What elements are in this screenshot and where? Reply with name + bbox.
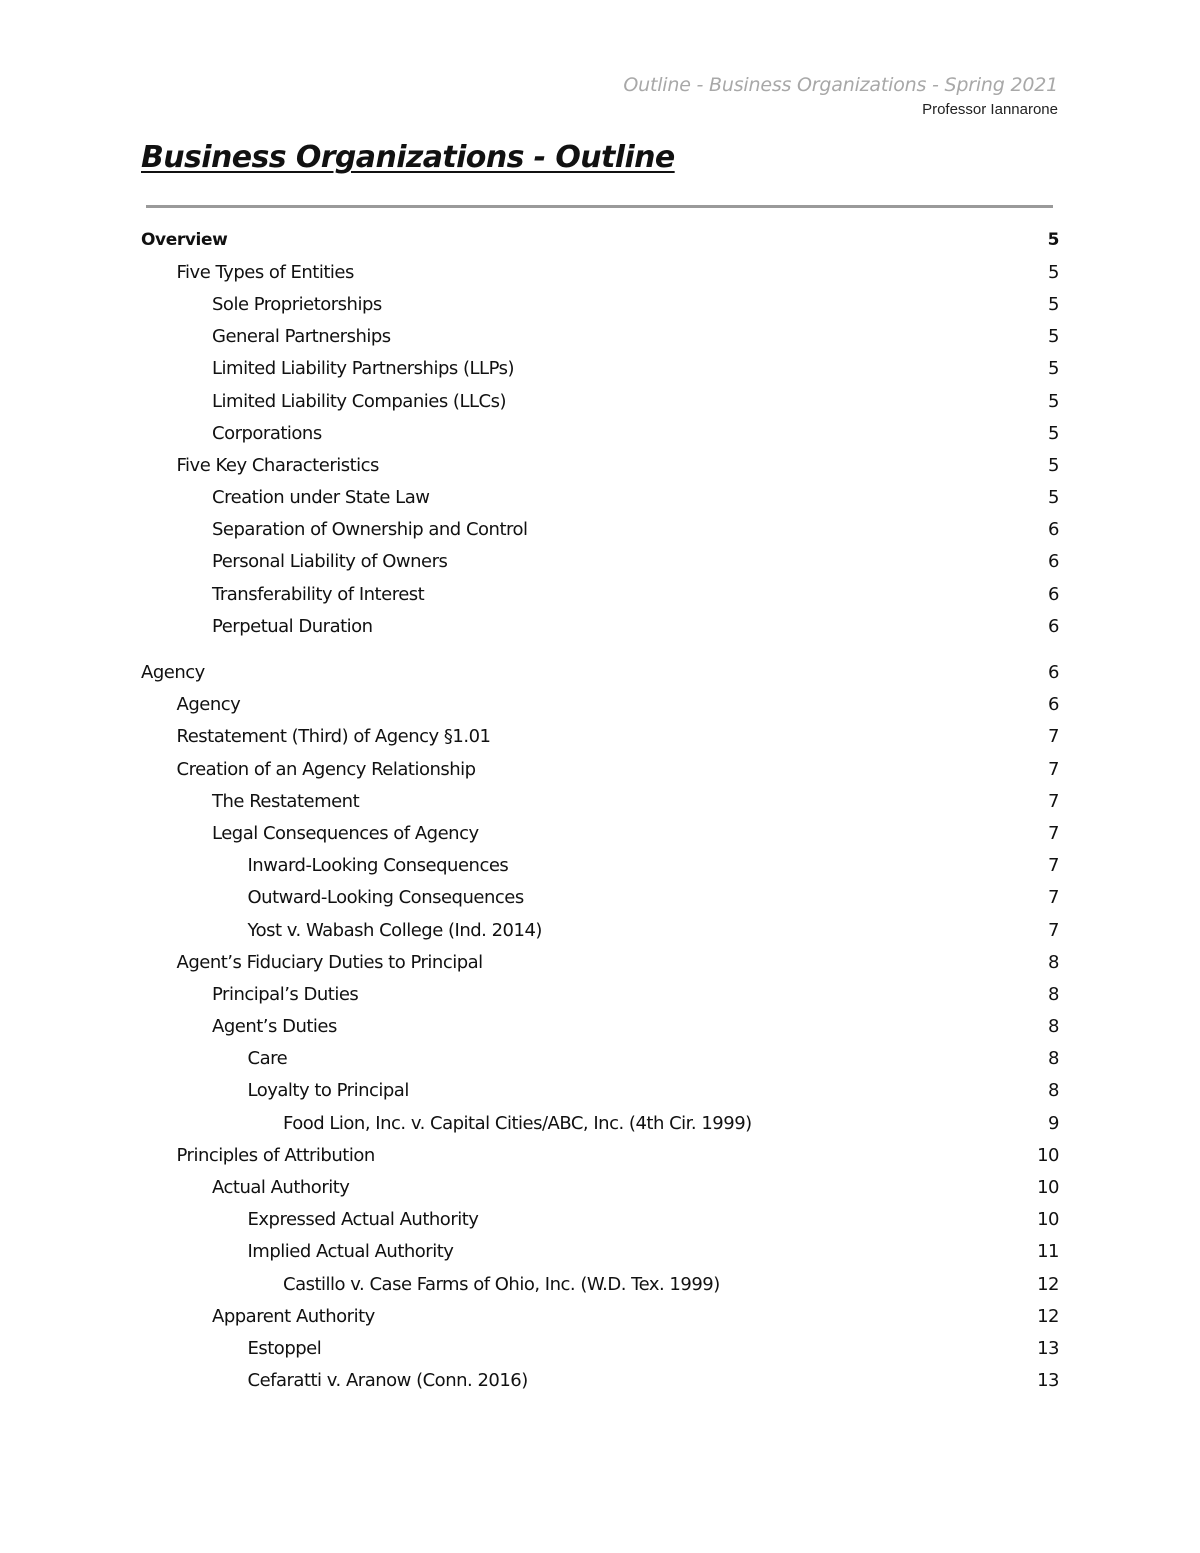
toc-entry[interactable] — [141, 417, 1059, 449]
toc-entry-label[interactable]: Loyalty to Principal — [247, 1080, 409, 1102]
toc-entry-page-number: 8 — [1048, 1048, 1059, 1070]
toc-entry-label[interactable]: Expressed Actual Authority — [247, 1209, 479, 1231]
toc-entry[interactable] — [141, 785, 1059, 817]
toc-entry-page-number: 5 — [1048, 390, 1059, 412]
toc-entry[interactable] — [141, 1365, 1059, 1397]
toc-entry-page-number: 5 — [1048, 454, 1059, 476]
toc-entry-label[interactable]: Corporations — [212, 422, 322, 444]
toc-entry[interactable] — [141, 514, 1059, 546]
toc-entry-label[interactable]: Principles of Attribution — [176, 1144, 375, 1166]
toc-entry[interactable] — [141, 914, 1059, 946]
toc-entry-page-number: 5 — [1047, 230, 1059, 251]
toc-entry-page-number: 6 — [1048, 662, 1059, 684]
toc-entry[interactable] — [141, 1043, 1059, 1075]
toc-entry-label[interactable]: Inward-Looking Consequences — [247, 855, 509, 877]
table-of-contents — [141, 224, 1059, 1397]
toc-entry-page-number: 6 — [1048, 694, 1059, 716]
toc-entry-label[interactable]: Cefaratti v. Aranow (Conn. 2016) — [247, 1370, 528, 1392]
toc-entry-page-number: 7 — [1048, 758, 1059, 780]
toc-entry[interactable] — [141, 946, 1059, 978]
toc-entry[interactable] — [141, 978, 1059, 1010]
toc-entry[interactable] — [141, 1300, 1059, 1332]
toc-entry-label[interactable]: Agent’s Fiduciary Duties to Principal — [176, 951, 483, 973]
header-title: Outline - Business Organizations - Spring 2021 — [623, 74, 1058, 96]
toc-entry[interactable] — [141, 1139, 1059, 1171]
toc-entry-label[interactable]: Apparent Authority — [212, 1305, 375, 1327]
toc-entry-page-number: 6 — [1048, 583, 1059, 605]
toc-entry-page-number: 10 — [1037, 1177, 1059, 1199]
title-divider — [146, 205, 1053, 208]
toc-entry[interactable] — [141, 1268, 1059, 1300]
toc-entry[interactable] — [141, 689, 1059, 721]
toc-entry-label[interactable]: Food Lion, Inc. v. Capital Cities/ABC, Inc. (4th Cir. 1999) — [283, 1112, 752, 1134]
toc-entry-label[interactable]: Implied Actual Authority — [247, 1241, 454, 1263]
toc-entry[interactable] — [141, 578, 1059, 610]
toc-entry[interactable] — [141, 482, 1059, 514]
toc-entry[interactable] — [141, 721, 1059, 753]
toc-entry-label[interactable]: Agency — [176, 694, 241, 716]
toc-entry-label[interactable]: Castillo v. Case Farms of Ohio, Inc. (W.D. Tex. 1999) — [283, 1273, 720, 1295]
toc-entry-label[interactable]: Agency — [141, 662, 205, 684]
toc-entry[interactable] — [141, 321, 1059, 353]
toc-entry-page-number: 8 — [1048, 1080, 1059, 1102]
toc-entry-page-number: 10 — [1037, 1144, 1059, 1166]
toc-entry-label[interactable]: Actual Authority — [212, 1177, 350, 1199]
toc-entry[interactable] — [141, 1204, 1059, 1236]
toc-entry-label[interactable]: Perpetual Duration — [212, 615, 373, 637]
toc-entry[interactable] — [141, 385, 1059, 417]
toc-entry-page-number: 5 — [1048, 326, 1059, 348]
toc-entry-label[interactable]: Restatement (Third) of Agency §1.01 — [176, 726, 491, 748]
toc-entry-page-number: 11 — [1037, 1241, 1059, 1263]
toc-entry-label[interactable]: Personal Liability of Owners — [212, 551, 448, 573]
toc-entry-page-number: 13 — [1037, 1370, 1059, 1392]
toc-entry-label[interactable]: Five Key Characteristics — [176, 454, 379, 476]
document-title: Business Organizations - Outline — [141, 140, 675, 175]
toc-entry-page-number: 12 — [1037, 1305, 1059, 1327]
toc-entry-label[interactable]: Yost v. Wabash College (Ind. 2014) — [247, 919, 542, 941]
toc-entry-page-number: 7 — [1048, 822, 1059, 844]
toc-entry[interactable] — [141, 1075, 1059, 1107]
toc-entry-page-number: 7 — [1048, 887, 1059, 909]
toc-entry[interactable] — [141, 656, 1059, 688]
toc-entry[interactable] — [141, 288, 1059, 320]
page-header — [623, 72, 1058, 120]
toc-entry-page-number: 6 — [1048, 551, 1059, 573]
toc-entry[interactable] — [141, 1171, 1059, 1203]
toc-entry-label[interactable]: Outward-Looking Consequences — [247, 887, 524, 909]
toc-entry-page-number: 7 — [1048, 919, 1059, 941]
toc-entry[interactable] — [141, 546, 1059, 578]
toc-entry-label[interactable]: Separation of Ownership and Control — [212, 519, 528, 541]
toc-entry-page-number: 6 — [1048, 615, 1059, 637]
toc-entry-page-number: 9 — [1048, 1112, 1059, 1134]
toc-entry-label[interactable]: Limited Liability Companies (LLCs) — [212, 390, 506, 412]
toc-entry-label[interactable]: Estoppel — [247, 1337, 322, 1359]
toc-entry-page-number: 7 — [1048, 855, 1059, 877]
toc-entry-page-number: 8 — [1048, 983, 1059, 1005]
toc-entry[interactable] — [141, 882, 1059, 914]
toc-entry-page-number: 7 — [1048, 726, 1059, 748]
toc-entry[interactable] — [141, 610, 1059, 642]
toc-entry[interactable] — [141, 1236, 1059, 1268]
toc-entry-page-number: 12 — [1037, 1273, 1059, 1295]
toc-entry-label[interactable]: Legal Consequences of Agency — [212, 822, 479, 844]
toc-entry[interactable] — [141, 850, 1059, 882]
toc-entry-page-number: 13 — [1037, 1337, 1059, 1359]
toc-entry[interactable] — [141, 753, 1059, 785]
toc-entry[interactable] — [141, 1011, 1059, 1043]
toc-entry-label[interactable]: General Partnerships — [212, 326, 391, 348]
toc-entry-label[interactable]: Creation under State Law — [212, 487, 430, 509]
toc-entry[interactable] — [141, 1107, 1059, 1139]
toc-entry-label[interactable]: Creation of an Agency Relationship — [176, 758, 476, 780]
toc-entry-label[interactable]: Five Types of Entities — [176, 261, 354, 283]
toc-entry-page-number: 5 — [1048, 261, 1059, 283]
toc-entry[interactable] — [141, 1332, 1059, 1364]
toc-entry-page-number: 6 — [1048, 519, 1059, 541]
toc-entry-page-number: 7 — [1048, 790, 1059, 812]
toc-entry[interactable] — [141, 224, 1059, 256]
toc-entry-page-number: 5 — [1048, 293, 1059, 315]
toc-entry-page-number: 8 — [1048, 951, 1059, 973]
toc-entry[interactable] — [141, 817, 1059, 849]
toc-entry-label[interactable]: Care — [247, 1048, 288, 1070]
toc-entry-page-number: 5 — [1048, 487, 1059, 509]
toc-entry-label[interactable]: Agent’s Duties — [212, 1016, 337, 1038]
header-subtitle: Professor Iannarone — [922, 101, 1058, 118]
toc-entry-page-number: 5 — [1048, 358, 1059, 380]
toc-entry-page-number: 10 — [1037, 1209, 1059, 1231]
toc-entry-label[interactable]: Sole Proprietorships — [212, 293, 382, 315]
toc-entry-label[interactable]: The Restatement — [212, 790, 360, 812]
toc-entry-page-number: 5 — [1048, 422, 1059, 444]
toc-entry-label[interactable]: Principal’s Duties — [212, 983, 359, 1005]
toc-entry-page-number: 8 — [1048, 1016, 1059, 1038]
toc-entry-label[interactable]: Transferability of Interest — [212, 583, 425, 605]
toc-entry-label[interactable]: Limited Liability Partnerships (LLPs) — [212, 358, 515, 380]
toc-entry[interactable] — [141, 353, 1059, 385]
toc-entry[interactable] — [141, 449, 1059, 481]
toc-entry[interactable] — [141, 256, 1059, 288]
toc-entry-label[interactable]: Overview — [141, 230, 228, 251]
